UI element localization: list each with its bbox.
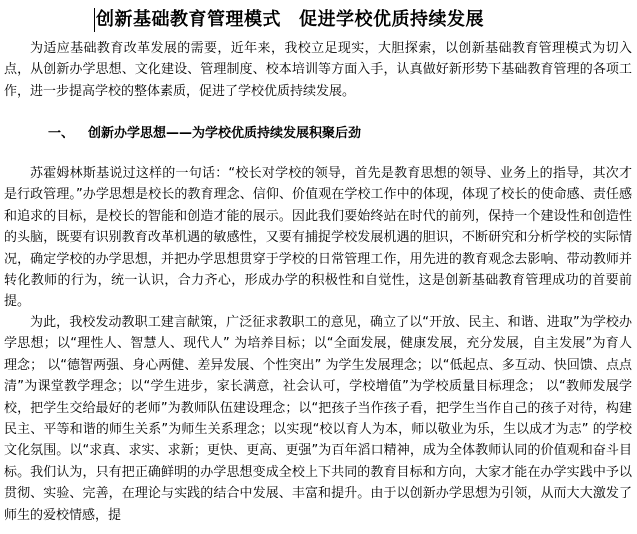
section-heading-1: [48, 124, 361, 144]
text-cursor: [94, 8, 95, 32]
title-main: 创新基础教育管理模式: [96, 9, 281, 30]
document-title: [96, 8, 596, 32]
intro-paragraph: 为适应基础教育改革发展的需要，近年来，我校立足现实，大胆探索，以创新基础教育管理模式为切入点，从创新办学思想、文化建设、管理制度、校本培训等方面入手，认真做好新形势下基础教育管理的各项工作，进一步提高学校的整体素质，促进了学校优质持续发展。: [4, 41, 632, 99]
section-number: 一、: [48, 126, 75, 141]
section-heading-text: 创新办学思想——为学校优质持续发展积聚后劲: [88, 126, 362, 141]
paragraph-3: 为此，我校发动教职工建言献策，广泛征求教职工的意见，确立了以“开放、民主、和谐、进取”为学校办学思想；以“理性人、智慧人、现代人” 为培养目标；以“全面发展，健康发展，充分发展，自主发展”为育人理念； 以“德智两强、身心两健、差异发展、个性突出” 为学生发展理念；以“低起点、多互动、快回馈、点点清”为课堂教学理念；以“学生进步，家长满意，社会认可，学校增值”为学校质量目标理念； 以“教师发展学校，把学生交给最好的老师”为教师队伍建设理念；以“把孩子当作孩子看，把学生当作自己的孩子对待，构建民主、平等和谐的师生关系”为师生关系理念；以实现“校以育人为本，师以敬业为乐，生以成才为志” 的学校文化氛围。以“求真、求实、求新；更快、更高、更强”为百年滔口精神，成为全体教师认同的价值观和奋斗目标。我们认为，只有把正确鲜明的办学思想变成全校上下共同的教育目标和方向，大家才能在办学实践中予以贯彻、实验、完善，在理论与实践的结合中发展、丰富和提升。由于以创新办学思想为引领，从而大大激发了师生的爱校情感，提: [4, 315, 632, 523]
title-sub: 促进学校优质持续发展: [299, 9, 484, 30]
paragraph-2: 苏霍姆林斯基说过这样的一句话：“校长对学校的领导，首先是教育思想的领导、业务上的指导，其次才是行政管理。”办学思想是校长的教育理念、信仰、价值观在学校工作中的体现，体现了校长的使命感、责任感和追求的目标，是校长的智能和创造才能的展示。因此我们要始终站在时代的前列，保持一个建设性和创造性的头脑，既要有识别教育改革机遇的敏感性，又要有捕捉学校发展机遇的胆识，不断研究和分析学校的实际情况，确定学校的办学思想，并把办学思想贯穿于学校的日常管理工作，用先进的教育观念去影响、带动教师并转化教师的行为，统一认识，合力齐心，形成办学的积极性和自觉性，这是创新基础教育管理成功的首要前提。: [4, 166, 632, 310]
